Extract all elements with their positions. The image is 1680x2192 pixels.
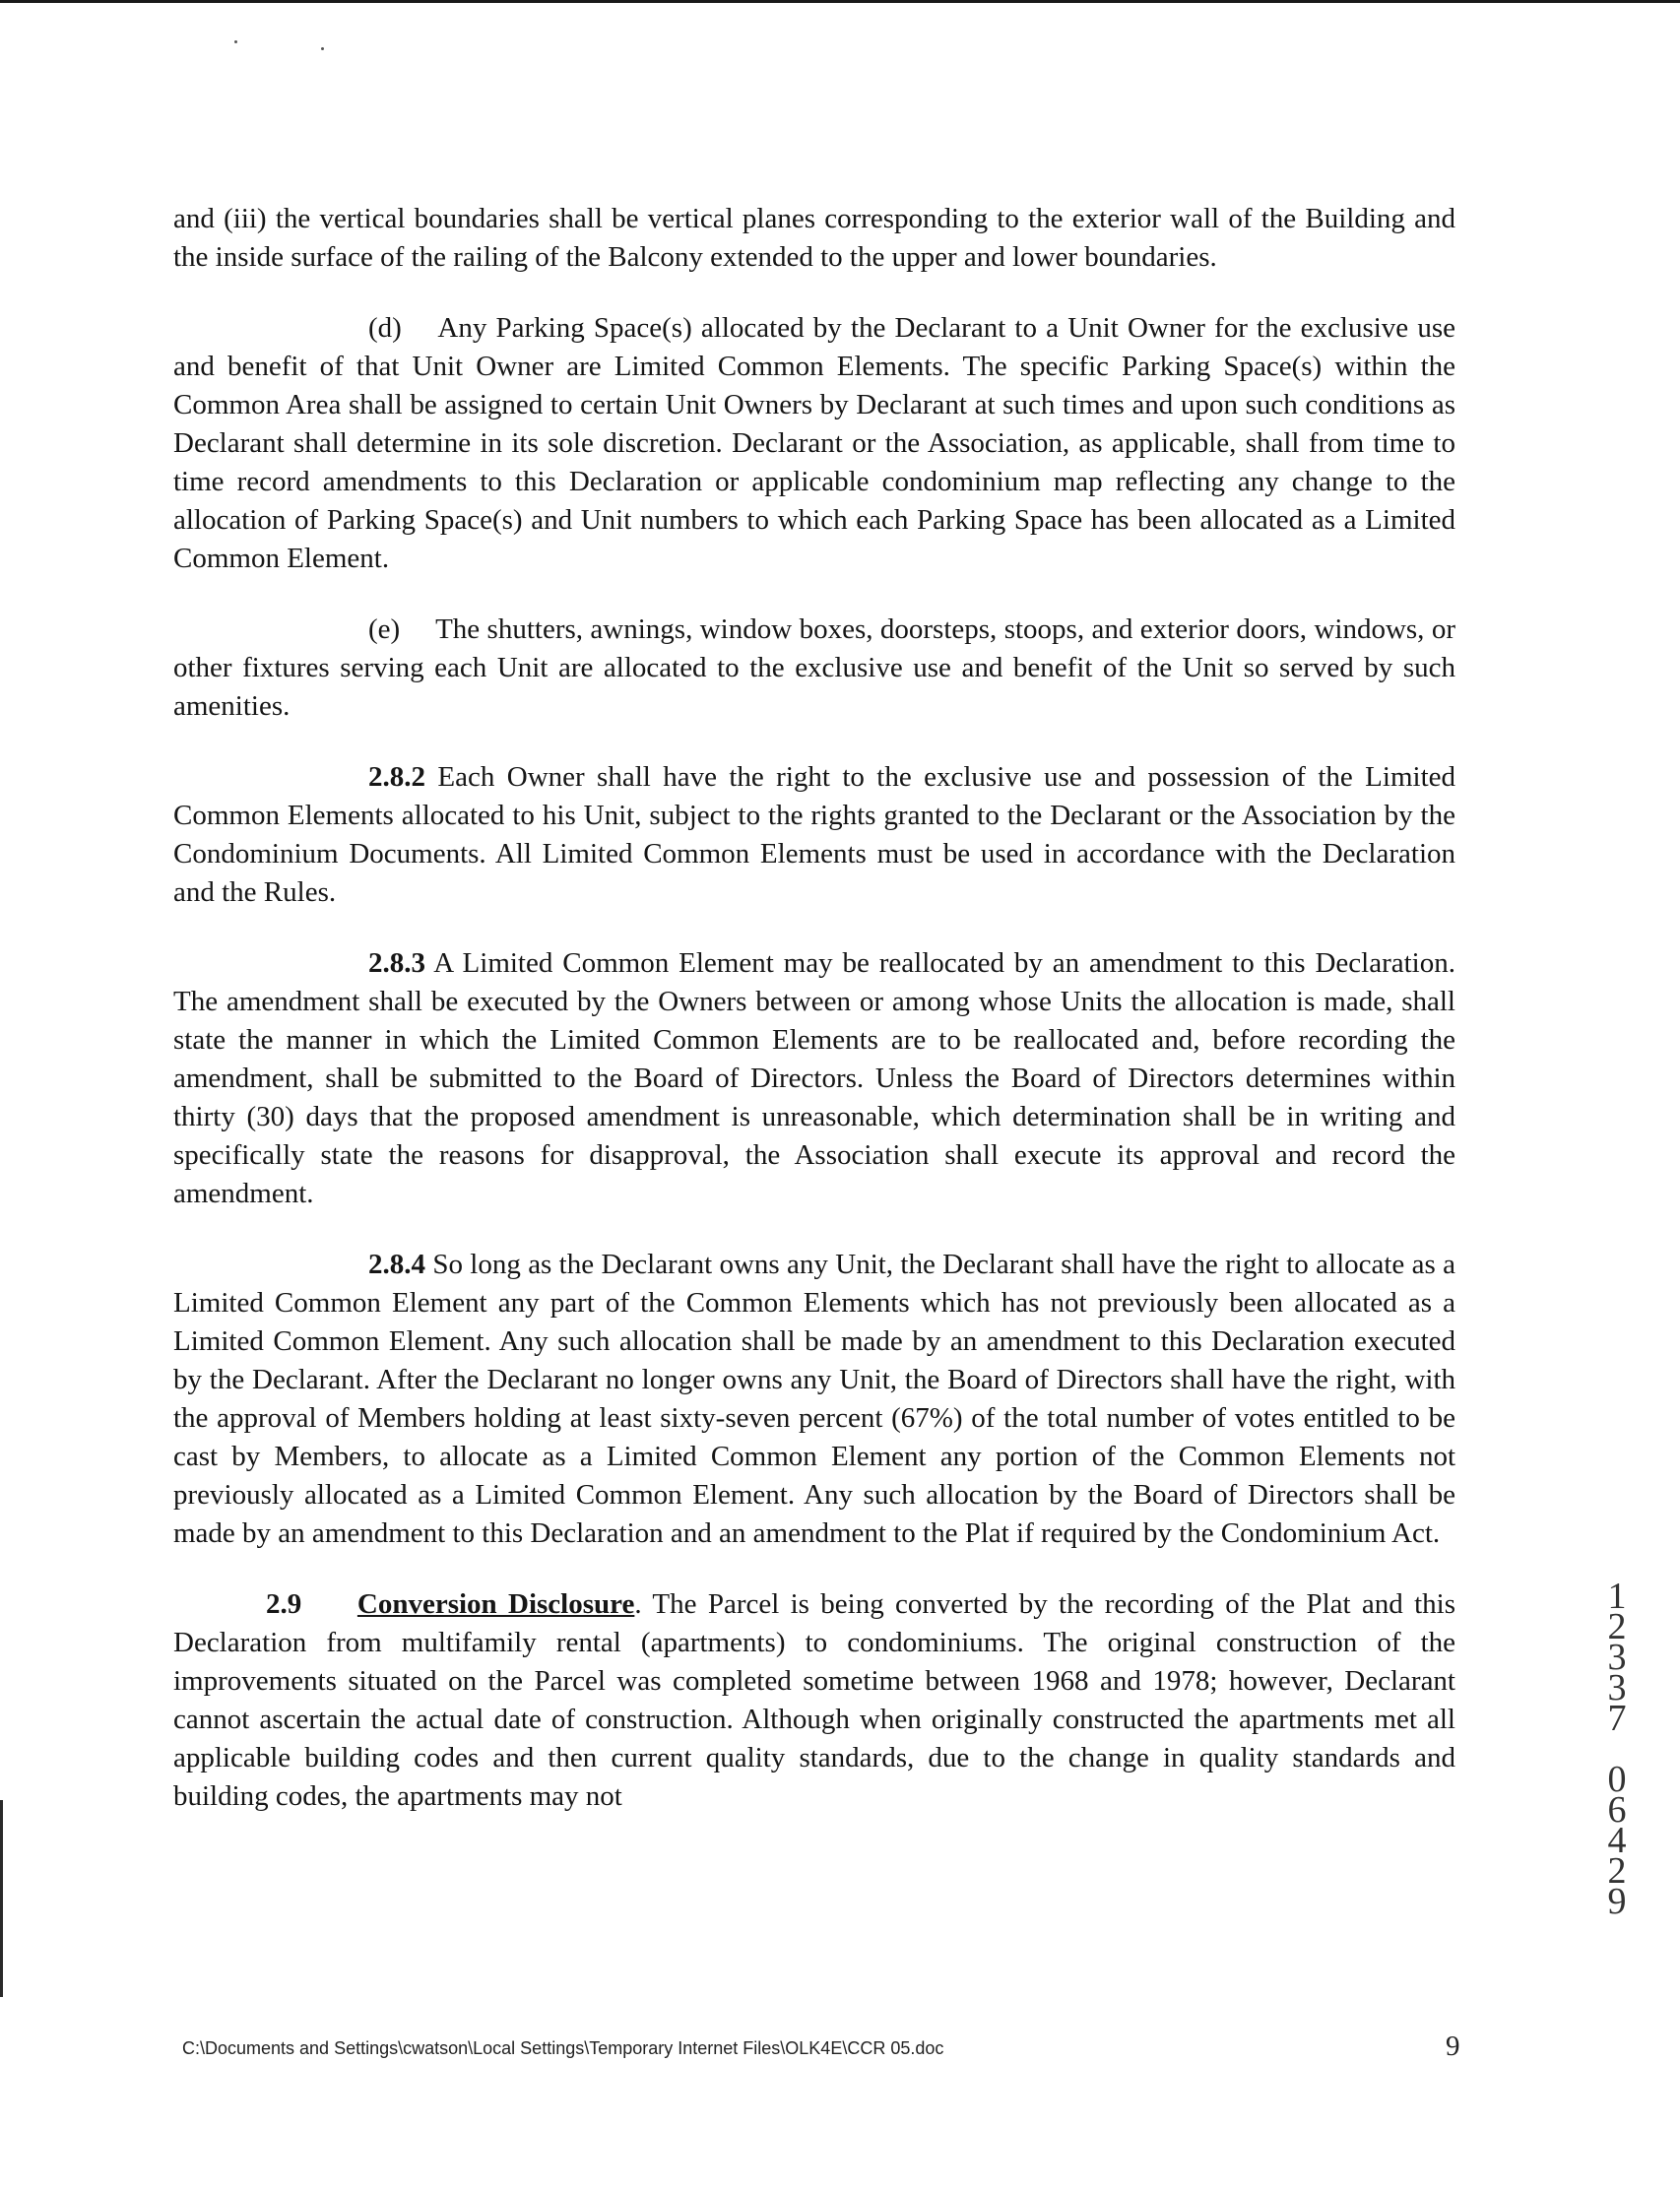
- scan-top-border: [0, 0, 1680, 3]
- section-heading: Conversion Disclosure: [356, 1588, 635, 1620]
- section-text: A Limited Common Element may be reallocated by an amendment to this Declaration. The amendment shall be executed by the Owners between or among whose Units the allocation is made, shall state the manner in which the Limited Common Elements are to be reallocated and, before recording the amendment, shall be submitted to the Board of Directors. Unless the Board of Directors determines within thirty (30) days that the proposed amendment is unreasonable, which determination shall be in writing and specifically state the reasons for disapproval, the Association shall execute its approval and record the amendment.: [173, 947, 1455, 1209]
- section-2-8-2: [173, 758, 1455, 912]
- section-text: . The Parcel is being converted by the recording of the Plat and this Declaration from multifamily rental (apartments) to condominiums. The original construction of the improvements situated on the Parcel was completed sometime between 1968 and 1978; however, Declarant cannot ascertain the actual date of construction. Although when originally constructed the apartments met all applicable building codes and then current quality standards, due to the change in quality standards and building codes, the apartments may not: [173, 1588, 1455, 1812]
- scan-speck: [321, 47, 324, 50]
- stamp-digit: 2: [1607, 1850, 1627, 1892]
- scan-left-edge-mark: [0, 1800, 3, 1997]
- stamp-digit: 7: [1607, 1698, 1627, 1739]
- section-text: Each Owner shall have the right to the exclusive use and possession of the Limited Common Elements allocated to his Unit, subject to the rights granted to the Declarant or the Association by the Condominium Documents. All Limited Common Elements must be used in accordance with the Declaration and the Rules.: [173, 761, 1455, 908]
- section-number: 2.8.4: [368, 1249, 425, 1280]
- document-body: [173, 200, 1455, 1848]
- stamp-digit: 1: [1607, 1576, 1627, 1617]
- recording-number-stamp: [1597, 1576, 1637, 1922]
- stamp-digit: 3: [1607, 1667, 1627, 1708]
- footer-file-path: C:\Documents and Settings\cwatson\Local Settings\Temporary Internet Files\OLK4E\CCR 05.doc: [182, 2038, 944, 2058]
- stamp-digit: 3: [1607, 1637, 1627, 1678]
- section-2-8-3: [173, 944, 1455, 1213]
- section-number: 2.9: [266, 1588, 302, 1620]
- section-text: So long as the Declarant owns any Unit, the Declarant shall have the right to allocate as a Limited Common Element any part of the Common Elements which has not previously been allocated as a Limited Common Element. Any such allocation shall be made by an amendment to this Declaration executed by the Declarant. After the Declarant no longer owns any Unit, the Board of Directors shall have the right, with the approval of Members holding at least sixty-seven percent (67%) of the total number of votes entitled to be cast by Members, to allocate as a Limited Common Element any portion of the Common Elements not previously allocated as a Limited Common Element. Any such allocation by the Board of Directors shall be made by an amendment to this Declaration and an amendment to the Plat if required by the Condominium Act.: [173, 1249, 1455, 1549]
- section-number: 2.8.3: [368, 947, 425, 979]
- stamp-digit: 6: [1607, 1789, 1627, 1831]
- continuation-paragraph: and (iii) the vertical boundaries shall be vertical planes corresponding to the exterior wall of the Building and the inside surface of the railing of the Balcony extended to the upper and lower boundaries.: [173, 203, 1455, 273]
- stamp-digit: 2: [1607, 1606, 1627, 1647]
- paragraph-e: (e) The shutters, awnings, window boxes, doorsteps, stoops, and exterior doors, windows, or other fixtures serving each Unit are allocated to the exclusive use and benefit of the Unit so served by such amenities.: [173, 613, 1455, 722]
- stamp-digit: 0: [1607, 1759, 1627, 1800]
- page-number: 9: [1446, 2031, 1460, 2062]
- stamp-digit: 9: [1607, 1881, 1627, 1922]
- section-number: 2.8.2: [368, 761, 425, 793]
- scan-speck: [234, 40, 237, 43]
- section-2-8-4: [173, 1246, 1455, 1553]
- stamp-digit: 4: [1607, 1820, 1627, 1861]
- section-2-9: [173, 1585, 1455, 1816]
- paragraph-d: (d) Any Parking Space(s) allocated by the Declarant to a Unit Owner for the exclusive use and benefit of that Unit Owner are Limited Common Elements. The specific Parking Space(s) within the Common Area shall be assigned to certain Unit Owners by Declarant at such times and upon such conditions as Declarant shall determine in its sole discretion. Declarant or the Association, as applicable, shall from time to time record amendments to this Declaration or applicable condominium map reflecting any change to the allocation of Parking Space(s) and Unit numbers to which each Parking Space has been allocated as a Limited Common Element.: [173, 312, 1455, 574]
